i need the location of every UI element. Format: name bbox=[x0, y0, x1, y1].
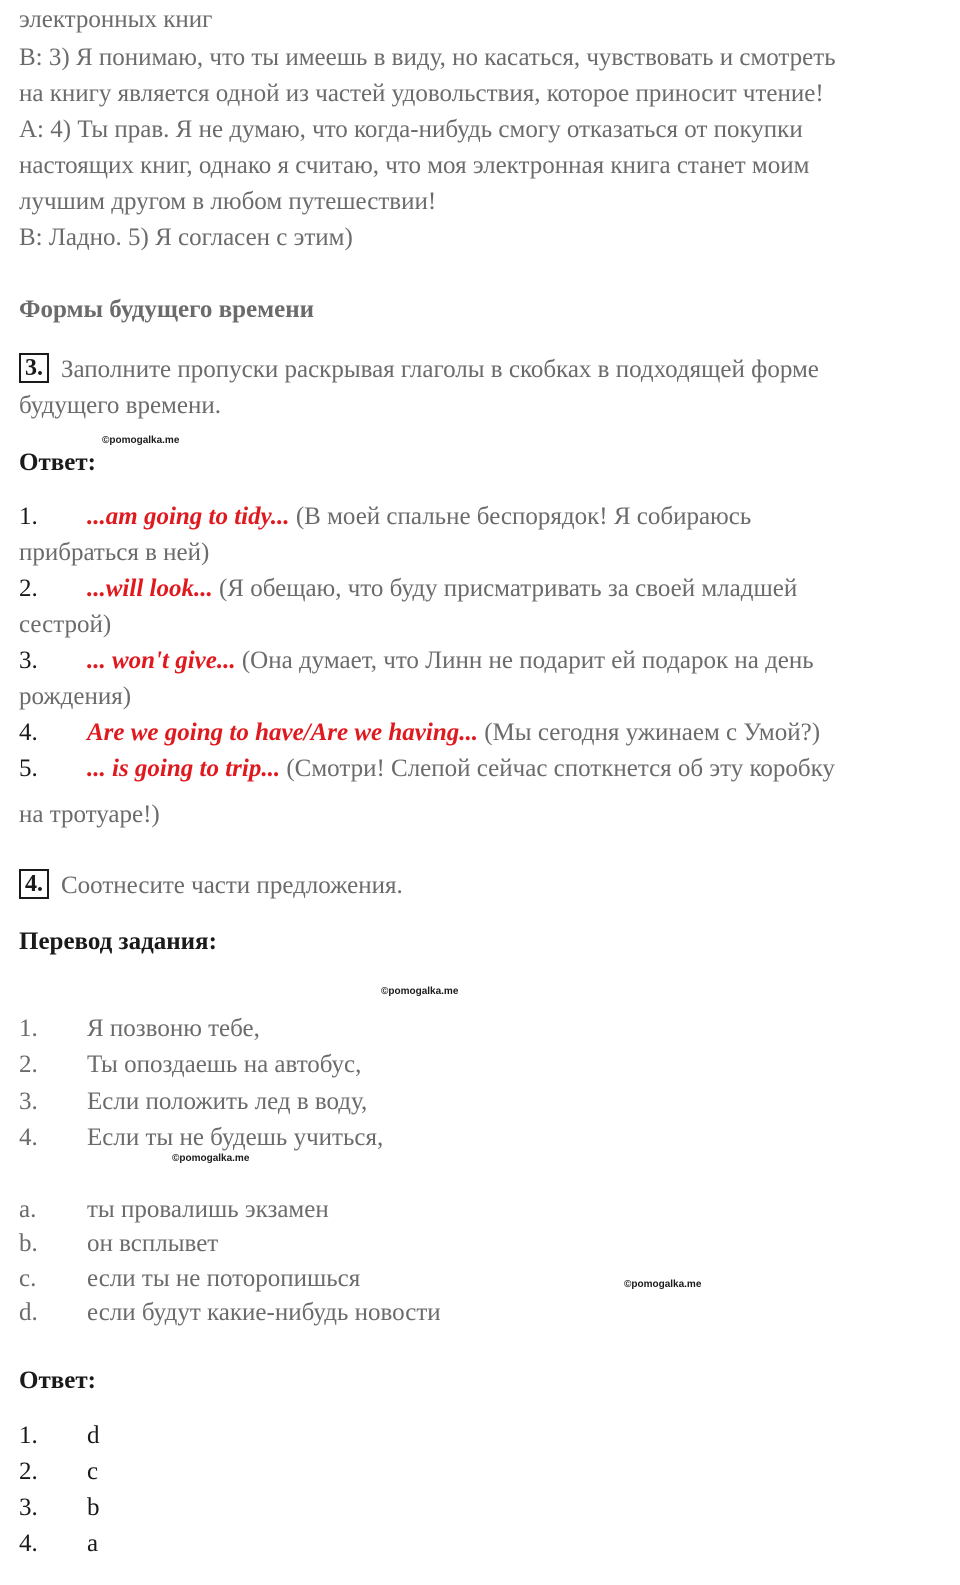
task4-instruction bbox=[19, 868, 403, 904]
watermark: ©pomogalka.me bbox=[381, 986, 459, 997]
answer-text: Are we going to have/Are we having... bbox=[87, 719, 478, 746]
answer-translation-cont: рождения) bbox=[19, 683, 132, 710]
answer-translation: (Она думает, что Линн не подарит ей подарок на день bbox=[241, 647, 814, 674]
item-text: он всплывет bbox=[87, 1230, 219, 1257]
answer-number: 2. bbox=[19, 575, 38, 602]
item-letter: b. bbox=[19, 1230, 38, 1257]
answer-number: 1. bbox=[19, 1422, 38, 1449]
item-number: 2. bbox=[19, 1051, 38, 1078]
answer-letter: b bbox=[87, 1494, 100, 1521]
answer-translation: (Я обещаю, что буду присматривать за своей младшей bbox=[218, 575, 798, 602]
answer-number: 1. bbox=[19, 503, 38, 530]
answer-number: 4. bbox=[19, 1530, 38, 1557]
item-number: 4. bbox=[19, 1124, 38, 1151]
answer-number: 3. bbox=[19, 647, 38, 674]
answer-number: 5. bbox=[19, 755, 38, 782]
task3-answer-label: Ответ: bbox=[19, 449, 96, 476]
item-text: Если положить лед в воду, bbox=[87, 1088, 368, 1115]
answer-letter: a bbox=[87, 1530, 99, 1557]
item-text: если ты не поторопишься bbox=[87, 1265, 361, 1292]
watermark: ©pomogalka.me bbox=[624, 1279, 702, 1290]
answer-translation-cont: на тротуаре!) bbox=[19, 801, 160, 828]
item-letter: a. bbox=[19, 1196, 37, 1223]
answer-text: ...am going to tidy... bbox=[87, 503, 290, 530]
item-text: если будут какие-нибудь новости bbox=[87, 1299, 441, 1326]
intro-line: В: 3) Я понимаю, что ты имеешь в виду, но касаться, чувствовать и смотреть bbox=[19, 44, 836, 71]
answer-number: 3. bbox=[19, 1494, 38, 1521]
answer-letter: c bbox=[87, 1458, 99, 1485]
intro-line: В: Ладно. 5) Я согласен с этим) bbox=[19, 224, 353, 251]
item-number: 3. bbox=[19, 1088, 38, 1115]
task3-text: Заполните пропуски раскрывая глаголы в скобках в подходящей форме bbox=[61, 356, 819, 383]
item-text: ты провалишь экзамен bbox=[87, 1196, 329, 1223]
item-text: Я позвоню тебе, bbox=[87, 1015, 260, 1042]
task3-instruction bbox=[19, 352, 819, 388]
item-text: Ты опоздаешь на автобус, bbox=[87, 1051, 362, 1078]
task3-number: 3. bbox=[19, 353, 49, 383]
intro-line: А: 4) Ты прав. Я не думаю, что когда-нибудь смогу отказаться от покупки bbox=[19, 116, 803, 143]
answer-translation-cont: сестрой) bbox=[19, 611, 112, 638]
item-letter: c. bbox=[19, 1265, 37, 1292]
intro-line: на книгу является одной из частей удовольствия, которое приносит чтение! bbox=[19, 80, 824, 107]
task4-translation-label: Перевод задания: bbox=[19, 928, 217, 955]
watermark: ©pomogalka.me bbox=[172, 1153, 250, 1164]
task4-number: 4. bbox=[19, 869, 49, 899]
item-number: 1. bbox=[19, 1015, 38, 1042]
watermark: ©pomogalka.me bbox=[102, 435, 180, 446]
section-title: Формы будущего времени bbox=[19, 296, 315, 323]
intro-line: лучшим другом в любом путешествии! bbox=[19, 188, 437, 215]
answer-text: ... won't give... bbox=[87, 647, 236, 674]
task4-text: Соотнесите части предложения. bbox=[61, 872, 403, 899]
answer-translation: (Смотри! Слепой сейчас споткнется об эту коробку bbox=[286, 755, 835, 782]
item-letter: d. bbox=[19, 1299, 38, 1326]
answer-translation-cont: прибраться в ней) bbox=[19, 539, 210, 566]
task4-answer-label: Ответ: bbox=[19, 1367, 96, 1394]
intro-line: электронных книг bbox=[19, 6, 213, 33]
answer-number: 2. bbox=[19, 1458, 38, 1485]
answer-letter: d bbox=[87, 1422, 100, 1449]
task3-text-cont: будущего времени. bbox=[19, 392, 221, 419]
answer-text: ... is going to trip... bbox=[87, 755, 281, 782]
answer-translation: (В моей спальне беспорядок! Я собираюсь bbox=[295, 503, 752, 530]
answer-text: ...will look... bbox=[87, 575, 213, 602]
item-text: Если ты не будешь учиться, bbox=[87, 1124, 384, 1151]
intro-line: настоящих книг, однако я считаю, что моя электронная книга станет моим bbox=[19, 152, 810, 179]
answer-number: 4. bbox=[19, 719, 38, 746]
answer-translation: (Мы сегодня ужинаем с Умой?) bbox=[484, 719, 821, 746]
